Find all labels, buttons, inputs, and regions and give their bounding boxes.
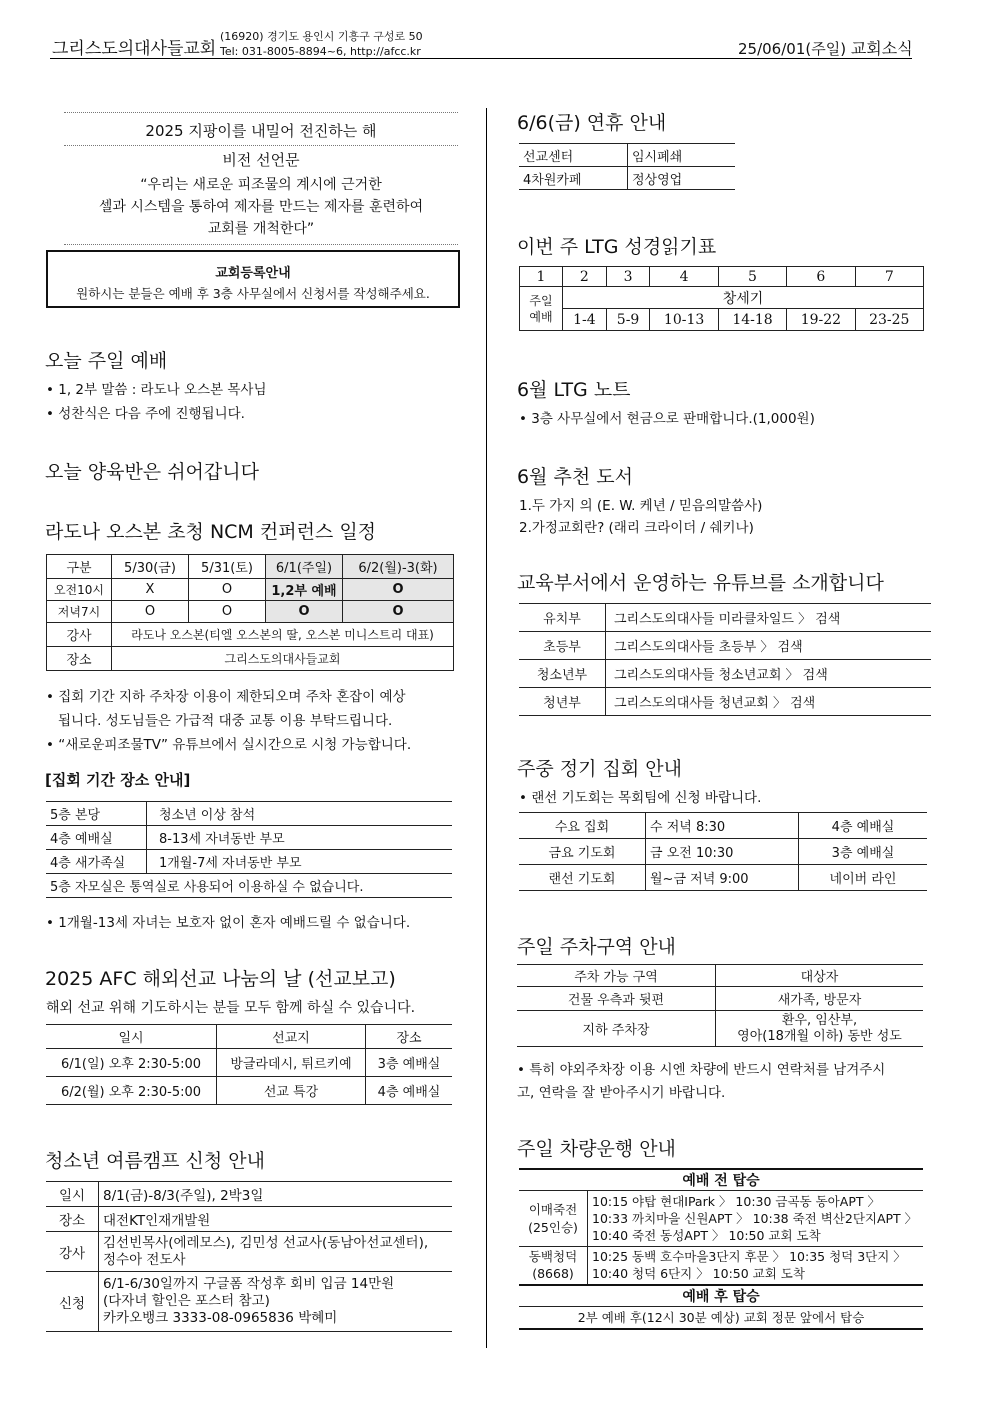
ncm-cell: O (266, 601, 343, 623)
mission-place: 3층 예배실 (366, 1049, 453, 1077)
camp-label: 일시 (46, 1182, 99, 1207)
meeting-name: 랜선 기도회 (519, 865, 646, 891)
vision-subtitle: 비전 선언문 (222, 151, 300, 169)
ncm-header-cell: 5/31(토) (189, 555, 266, 579)
vision-line-2: 셀과 시스템을 통하여 제자를 만드는 제자를 훈련하여 (98, 199, 424, 215)
camp-line: 6/1-6/30일까지 구글폼 작성후 회비 입금 14만원 (103, 1276, 395, 1292)
vision-line-1: “우리는 새로운 피조물의 계시에 근거한 (140, 177, 382, 193)
mission-place: 4층 예배실 (366, 1077, 453, 1105)
book-item-2: 2.가정교회란? (래리 크라이더 / 쉐키나) (519, 520, 754, 536)
camp-line: 카카오뱅크 3333-08-0965836 박혜미 (103, 1310, 338, 1326)
camp-value (99, 1232, 453, 1272)
venue-floor: 4층 예배실 (46, 826, 147, 850)
venue-title: [집회 기간 장소 안내] (45, 771, 191, 789)
mission-header: 장소 (366, 1025, 453, 1049)
book-item-1: 1.두 가지 의 (E. W. 케년 / 믿음의말씀사) (519, 498, 763, 514)
parking-note-2: 고, 연락을 잘 받아주시기 바랍니다. (517, 1085, 726, 1101)
mission-date: 6/2(월) 오후 2:30-5:00 (46, 1077, 217, 1105)
ltg-reading-title: 이번 주 LTG 성경읽기표 (517, 236, 717, 258)
camp-value (99, 1182, 453, 1207)
church-address: (16920) 경기도 용인시 기흥구 구성로 50 (220, 30, 423, 43)
venue-note: • 1개월-13세 자녀는 보호자 없이 혼자 예배드릴 수 없습니다. (46, 915, 411, 931)
route-name-cell (519, 1247, 588, 1285)
weekday-note: • 랜선 기도회는 목회팀에 신청 바랍니다. (519, 790, 762, 806)
route-name-cell (519, 1191, 588, 1247)
ncm-header-cell: 5/30(금) (112, 555, 189, 579)
holiday-place: 선교센터 (519, 144, 628, 167)
venue-table (46, 801, 452, 898)
ncm-row-label: 저녁7시 (47, 601, 112, 623)
sunday-service-item-2: • 성찬식은 다음 주에 진행됩니다. (46, 406, 245, 422)
youtube-search: 그리스도의대사들 초등부 〉 검색 (606, 632, 932, 660)
parking-zone: 지하 주차장 (517, 1011, 716, 1047)
ncm-cell: O (189, 579, 266, 601)
parking-target-line (720, 1013, 919, 1045)
vision-line-3: 교회를 개척한다” (207, 221, 315, 237)
ncm-cell: O (343, 579, 454, 601)
church-contact: Tel: 031-8005-8894~6, http://afcc.kr (220, 45, 421, 58)
ncm-speaker-label: 강사 (47, 623, 112, 647)
ncm-row-label: 오전10시 (47, 579, 112, 601)
camp-label: 장소 (46, 1207, 99, 1232)
ncm-cell: X (112, 579, 189, 601)
parking-zone: 건물 우측과 뒷편 (517, 987, 716, 1011)
ltg-chapters: 19-22 (787, 309, 855, 331)
venue-footer-row: 5층 자모실은 통역실로 사용되어 이용하실 수 없습니다. (46, 874, 452, 898)
venue-usage: 청소년 이상 참석 (147, 802, 453, 826)
ltg-note-text: • 3층 사무실에서 현금으로 판매합니다.(1,000원) (519, 411, 815, 427)
camp-line: 김선빈목사(에레모스), 김민성 선교사(동남아선교센터), (103, 1234, 429, 1251)
holiday-table (519, 143, 735, 190)
ltg-day-number: 4 (650, 267, 718, 287)
camp-line: 대전KT인재개발원 (103, 1213, 211, 1229)
date-text: 25/06/01(주일) (738, 40, 847, 58)
ncm-cell: 1,2부 예배 (266, 579, 343, 601)
ncm-header-cell: 6/2(월)-3(화) (343, 555, 454, 579)
parking-table (517, 964, 923, 1047)
camp-value (99, 1272, 453, 1332)
parking-target-multiline (716, 1011, 924, 1047)
mission-table (46, 1024, 452, 1105)
vision-year-title: 2025 지팡이를 내밀어 전진하는 해 (64, 120, 458, 146)
ncm-cell: O (343, 601, 454, 623)
meeting-time: 수 저녁 8:30 (646, 813, 799, 839)
ltg-book: 창세기 (563, 287, 924, 309)
ltg-first-cell: 주일예배 (520, 287, 563, 331)
camp-line: 정수아 전도사 (103, 1251, 186, 1268)
shuttle-after-text: 2부 예배 후(12시 30분 예상) 교회 정문 앞에서 탑승 (519, 1307, 923, 1329)
ncm-cell: O (112, 601, 189, 623)
ltg-day-number: 7 (855, 267, 923, 287)
parking-note-1: • 특히 야외주차장 이용 시엔 차량에 반드시 연락처를 남겨주시 (517, 1062, 886, 1078)
route-name: 동백청덕 (528, 1249, 578, 1265)
ncm-title: 라도나 오스본 초청 NCM 컨퍼런스 일정 (45, 521, 377, 543)
holiday-status: 임시폐쇄 (628, 144, 736, 167)
ltg-day-number: 3 (606, 267, 650, 287)
youtube-title: 교육부서에서 운영하는 유튜브를 소개합니다 (517, 572, 884, 594)
venue-usage: 8-13세 자녀동반 부모 (147, 826, 453, 850)
youtube-table (519, 603, 931, 716)
holiday-title: 6/6(금) 연휴 안내 (517, 112, 667, 134)
header-rule (50, 58, 912, 59)
venue-floor: 5층 본당 (46, 802, 147, 826)
youtube-dept: 초등부 (519, 632, 606, 660)
church-name: 그리스도의대사들교회 (52, 39, 217, 59)
route-stop-line: 10:15 야탑 현대IPark 〉 10:30 금곡동 동아APT 〉 (592, 1194, 880, 1209)
ltg-day-number: 5 (718, 267, 786, 287)
youtube-dept: 청소년부 (519, 660, 606, 688)
ncm-note-2: 됩니다. 성도님들은 가급적 대중 교통 이용 부탁드립니다. (58, 713, 393, 729)
youtube-search: 그리스도의대사들 청소년교회 〉 검색 (606, 660, 932, 688)
vision-block (64, 112, 458, 245)
mission-field: 선교 특강 (217, 1077, 366, 1105)
ltg-chapters: 14-18 (718, 309, 786, 331)
mission-header: 일시 (46, 1025, 217, 1049)
shuttle-table (519, 1168, 923, 1330)
parking-target: 새가족, 방문자 (716, 987, 924, 1011)
ncm-header-cell: 6/1(주일) (266, 555, 343, 579)
venue-floor: 4층 새가족실 (46, 850, 147, 874)
parking-target-line-part: 영아(18개월 이하) 동반 성도 (737, 1028, 902, 1044)
ltg-note-title: 6월 LTG 노트 (517, 379, 631, 401)
camp-label: 신청 (46, 1272, 99, 1332)
ltg-chapters: 23-25 (855, 309, 923, 331)
mission-title: 2025 AFC 해외선교 나눔의 날 (선교보고) (45, 968, 396, 990)
ncm-place-value: 그리스도의대사들교회 (112, 647, 454, 671)
camp-value (99, 1207, 453, 1232)
mission-field: 방글라데시, 튀르키예 (217, 1049, 366, 1077)
registration-text: 원하시는 분들은 예배 후 3층 사무실에서 신청서를 작성해주세요. (76, 286, 430, 301)
bulletin-title: 교회소식 (850, 39, 913, 58)
ltg-reading-table (519, 266, 924, 331)
route-stop-line: 10:40 죽전 동성APT 〉 10:50 교회 도착 (592, 1228, 821, 1243)
route-stops (588, 1191, 924, 1247)
meeting-name: 수요 집회 (519, 813, 646, 839)
ltg-chapters: 1-4 (563, 309, 607, 331)
meeting-time: 월~금 저녁 9:00 (646, 865, 799, 891)
route-stop-line: 10:25 동백 호수마을3단지 후문 〉 10:35 청덕 3단지 〉 (592, 1249, 906, 1265)
ncm-note-1: • 집회 기간 지하 주차장 이용이 제한되오며 주차 혼잡이 예상 (46, 689, 406, 705)
shuttle-after-title: 예배 후 탑승 (519, 1285, 923, 1307)
meeting-place: 네이버 라인 (799, 865, 928, 891)
bulletin-date (738, 36, 913, 59)
route-stop-line: 10:40 청덕 6단지 〉 10:50 교회 도착 (592, 1266, 805, 1282)
meeting-name: 금요 기도회 (519, 839, 646, 865)
ltg-chapters: 10-13 (650, 309, 718, 331)
route-stops (588, 1247, 924, 1285)
venue-usage: 1개월-7세 자녀동반 부모 (147, 850, 453, 874)
parking-title: 주일 주차구역 안내 (517, 936, 676, 958)
parking-header: 대상자 (716, 965, 924, 987)
mission-intro: 해외 선교 위해 기도하시는 분들 모두 함께 하실 수 있습니다. (46, 1000, 416, 1016)
holiday-place: 4차원카페 (519, 167, 628, 190)
weekday-title: 주중 정기 집회 안내 (517, 758, 682, 780)
meeting-time: 금 오전 10:30 (646, 839, 799, 865)
youtube-search: 그리스도의대사들 청년교회 〉 검색 (606, 688, 932, 716)
youtube-search: 그리스도의대사들 미라클차일드 〉 검색 (606, 604, 932, 632)
camp-line: 8/1(금)-8/3(주일), 2박3일 (103, 1188, 264, 1204)
parking-target-line-part: 환우, 임산부, (781, 1012, 858, 1028)
ltg-chapters: 5-9 (606, 309, 650, 331)
meeting-place: 4층 예배실 (799, 813, 928, 839)
sunday-service-item-1: • 1, 2부 말씀 : 라도나 오스본 목사님 (46, 382, 267, 398)
ncm-cell: O (189, 601, 266, 623)
meeting-place: 3층 예배실 (799, 839, 928, 865)
youtube-dept: 청년부 (519, 688, 606, 716)
shuttle-title: 주일 차량운행 안내 (517, 1138, 676, 1160)
ltg-day-number: 6 (787, 267, 855, 287)
column-divider (486, 108, 487, 1348)
books-title: 6월 추천 도서 (517, 466, 633, 488)
youtube-dept: 유치부 (519, 604, 606, 632)
ncm-place-label: 장소 (47, 647, 112, 671)
ncm-speaker-value: 라도나 오스본(티엘 오스본의 딸, 오스본 미니스트리 대표) (112, 623, 454, 647)
parking-header: 주차 가능 구역 (517, 965, 716, 987)
camp-line: (다자녀 할인은 포스터 참고) (103, 1293, 270, 1309)
nurture-title: 오늘 양육반은 쉬어갑니다 (45, 461, 259, 483)
ncm-header-cell: 구분 (47, 555, 112, 579)
sunday-service-title: 오늘 주일 예배 (45, 350, 168, 372)
camp-label: 강사 (46, 1232, 99, 1272)
route-sub: (25인승) (528, 1219, 578, 1235)
ltg-day-number: 1 (520, 267, 563, 287)
route-sub: (8668) (532, 1266, 574, 1282)
route-stop-line: 10:33 까치마을 신원APT 〉 10:38 죽전 벽산2단지APT 〉 (592, 1211, 918, 1226)
ltg-day-number: 2 (563, 267, 607, 287)
mission-date: 6/1(일) 오후 2:30-5:00 (46, 1049, 217, 1077)
registration-box (46, 250, 460, 308)
ncm-note-3: • “새로운피조물TV” 유튜브에서 실시간으로 시청 가능합니다. (46, 737, 412, 753)
youth-camp-title: 청소년 여름캠프 신청 안내 (45, 1150, 266, 1172)
youth-camp-table (46, 1181, 452, 1332)
route-name: 이매죽전 (528, 1201, 578, 1217)
holiday-status: 정상영업 (628, 167, 736, 190)
weekday-table (519, 812, 927, 891)
registration-title: 교회등록안내 (215, 266, 291, 281)
shuttle-before-title: 예배 전 탑승 (519, 1169, 923, 1191)
mission-header: 선교지 (217, 1025, 366, 1049)
ncm-schedule-table (46, 554, 454, 671)
